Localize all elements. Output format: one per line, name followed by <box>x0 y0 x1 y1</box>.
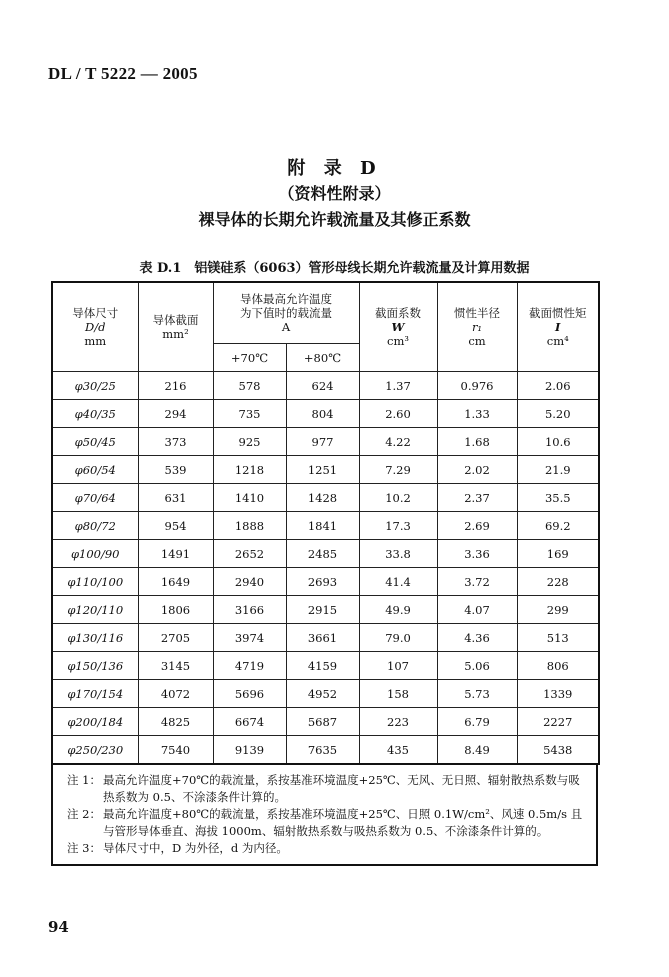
table-cell: 435 <box>359 736 437 765</box>
appendix-subtitle: （资料性附录） <box>278 184 391 203</box>
table-cell: 5.20 <box>517 400 599 428</box>
table-row <box>52 484 599 512</box>
table-cell: φ130/116 <box>52 624 138 652</box>
table-container <box>51 281 598 866</box>
header-size: 导体尺寸 D/d mm <box>52 282 138 372</box>
table-cell: φ170/154 <box>52 680 138 708</box>
header-section-modulus: 截面系数 W cm³ <box>359 282 437 372</box>
table-cell: 1410 <box>213 484 286 512</box>
table-cell: φ80/72 <box>52 512 138 540</box>
table-cell: φ150/136 <box>52 652 138 680</box>
table-cell: 1841 <box>286 512 359 540</box>
table-cell: 2705 <box>138 624 213 652</box>
table-cell: φ40/35 <box>52 400 138 428</box>
table-row <box>52 372 599 400</box>
table-cell: 1428 <box>286 484 359 512</box>
table-cell: 2.37 <box>437 484 517 512</box>
table-cell: 1.37 <box>359 372 437 400</box>
table-cell: 5438 <box>517 736 599 765</box>
header-ampacity: 导体最高允许温度 为下值时的载流量 A <box>213 282 359 344</box>
table-caption: 表 D.1 铝镁硅系（6063）管形母线长期允许载流量及计算用数据 <box>139 261 530 276</box>
table-cell: 3166 <box>213 596 286 624</box>
table-notes <box>51 765 598 866</box>
table-row <box>52 680 599 708</box>
table-cell: φ250/230 <box>52 736 138 765</box>
table-cell: φ100/90 <box>52 540 138 568</box>
table-cell: 79.0 <box>359 624 437 652</box>
table-cell: 7540 <box>138 736 213 765</box>
table-cell: 1339 <box>517 680 599 708</box>
ampacity-table <box>51 281 600 765</box>
table-row <box>52 400 599 428</box>
table-cell: 2693 <box>286 568 359 596</box>
table-cell: 17.3 <box>359 512 437 540</box>
table-cell: φ50/45 <box>52 428 138 456</box>
header-area: 导体截面 mm² <box>138 282 213 372</box>
note-1: 注 1： 最高允许温度+70℃的载流量，系按基准环境温度+25℃、无风、无日照、辐射散热系数与吸热系数为 0.5、不涂漆条件计算的。 <box>67 773 580 804</box>
table-cell: 2.60 <box>359 400 437 428</box>
table-cell: 169 <box>517 540 599 568</box>
table-cell: 223 <box>359 708 437 736</box>
table-cell: 578 <box>213 372 286 400</box>
table-cell: 21.9 <box>517 456 599 484</box>
table-cell: 1218 <box>213 456 286 484</box>
table-cell: 1806 <box>138 596 213 624</box>
header-radius-gyration: 惯性半径 r₁ cm <box>437 282 517 372</box>
table-cell: 10.2 <box>359 484 437 512</box>
table-cell: 1649 <box>138 568 213 596</box>
table-cell: φ200/184 <box>52 708 138 736</box>
table-cell: 107 <box>359 652 437 680</box>
table-cell: 5687 <box>286 708 359 736</box>
table-row <box>52 736 599 765</box>
table-cell: 3974 <box>213 624 286 652</box>
table-cell: 5.06 <box>437 652 517 680</box>
table-cell: 0.976 <box>437 372 517 400</box>
table-cell: 513 <box>517 624 599 652</box>
table-cell: 631 <box>138 484 213 512</box>
table-cell: 9139 <box>213 736 286 765</box>
table-row <box>52 512 599 540</box>
table-cell: 228 <box>517 568 599 596</box>
table-cell: 735 <box>213 400 286 428</box>
table-row <box>52 708 599 736</box>
table-cell: 6.79 <box>437 708 517 736</box>
table-cell: φ70/64 <box>52 484 138 512</box>
page-number: 94 <box>48 918 69 936</box>
table-cell: 4825 <box>138 708 213 736</box>
table-cell: 294 <box>138 400 213 428</box>
table-cell: φ110/100 <box>52 568 138 596</box>
table-cell: 3145 <box>138 652 213 680</box>
note-3: 注 3： 导体尺寸中，D 为外径，d 为内径。 <box>67 841 288 855</box>
document-code: DL / T 5222 — 2005 <box>48 64 198 83</box>
table-cell: 35.5 <box>517 484 599 512</box>
table-cell: 5696 <box>213 680 286 708</box>
table-cell: 539 <box>138 456 213 484</box>
table-cell: 41.4 <box>359 568 437 596</box>
table-cell: 69.2 <box>517 512 599 540</box>
table-cell: 954 <box>138 512 213 540</box>
table-cell: 925 <box>213 428 286 456</box>
table-row <box>52 624 599 652</box>
table-cell: 1491 <box>138 540 213 568</box>
table-cell: 3.36 <box>437 540 517 568</box>
table-row <box>52 568 599 596</box>
table-cell: 2.06 <box>517 372 599 400</box>
table-cell: 2.69 <box>437 512 517 540</box>
table-cell: 33.8 <box>359 540 437 568</box>
table-cell: φ60/54 <box>52 456 138 484</box>
table-cell: 4719 <box>213 652 286 680</box>
table-cell: 4.36 <box>437 624 517 652</box>
table-cell: 4.22 <box>359 428 437 456</box>
table-row <box>52 652 599 680</box>
table-cell: 2915 <box>286 596 359 624</box>
header-moment-inertia: 截面惯性矩 I cm⁴ <box>517 282 599 372</box>
table-cell: 806 <box>517 652 599 680</box>
table-cell: 2940 <box>213 568 286 596</box>
table-cell: 6674 <box>213 708 286 736</box>
table-cell: φ120/110 <box>52 596 138 624</box>
table-cell: 1251 <box>286 456 359 484</box>
appendix-title: 附 录 D <box>287 158 382 179</box>
appendix-name: 裸导体的长期允许载流量及其修正系数 <box>198 210 471 229</box>
table-cell: 4072 <box>138 680 213 708</box>
note-2: 注 2： 最高允许温度+80℃的载流量，系按基准环境温度+25℃、日照 0.1W/cm²、风速 0.5m/s 且与管形导体垂直、海拔 1000m、辐射散热系数与吸热系数为 0.5、不涂漆条件计算的。 <box>67 807 583 838</box>
table-cell: 7.29 <box>359 456 437 484</box>
table-cell: 2485 <box>286 540 359 568</box>
table-cell: 158 <box>359 680 437 708</box>
table-cell: 2227 <box>517 708 599 736</box>
table-row <box>52 456 599 484</box>
header-temp-80: +80℃ <box>286 344 359 372</box>
table-cell: 977 <box>286 428 359 456</box>
table-cell: 4159 <box>286 652 359 680</box>
table-cell: 216 <box>138 372 213 400</box>
table-cell: 299 <box>517 596 599 624</box>
table-cell: 3.72 <box>437 568 517 596</box>
table-cell: 804 <box>286 400 359 428</box>
table-body <box>52 372 599 765</box>
table-cell: 1888 <box>213 512 286 540</box>
table-cell: 2652 <box>213 540 286 568</box>
table-cell: 49.9 <box>359 596 437 624</box>
table-row <box>52 596 599 624</box>
table-cell: 7635 <box>286 736 359 765</box>
table-cell: 10.6 <box>517 428 599 456</box>
table-cell: 624 <box>286 372 359 400</box>
table-cell: φ30/25 <box>52 372 138 400</box>
table-cell: 2.02 <box>437 456 517 484</box>
table-cell: 4952 <box>286 680 359 708</box>
table-row <box>52 428 599 456</box>
table-cell: 4.07 <box>437 596 517 624</box>
table-cell: 3661 <box>286 624 359 652</box>
table-cell: 1.68 <box>437 428 517 456</box>
table-cell: 373 <box>138 428 213 456</box>
table-row <box>52 540 599 568</box>
table-cell: 1.33 <box>437 400 517 428</box>
header-temp-70: +70℃ <box>213 344 286 372</box>
table-cell: 5.73 <box>437 680 517 708</box>
table-cell: 8.49 <box>437 736 517 765</box>
